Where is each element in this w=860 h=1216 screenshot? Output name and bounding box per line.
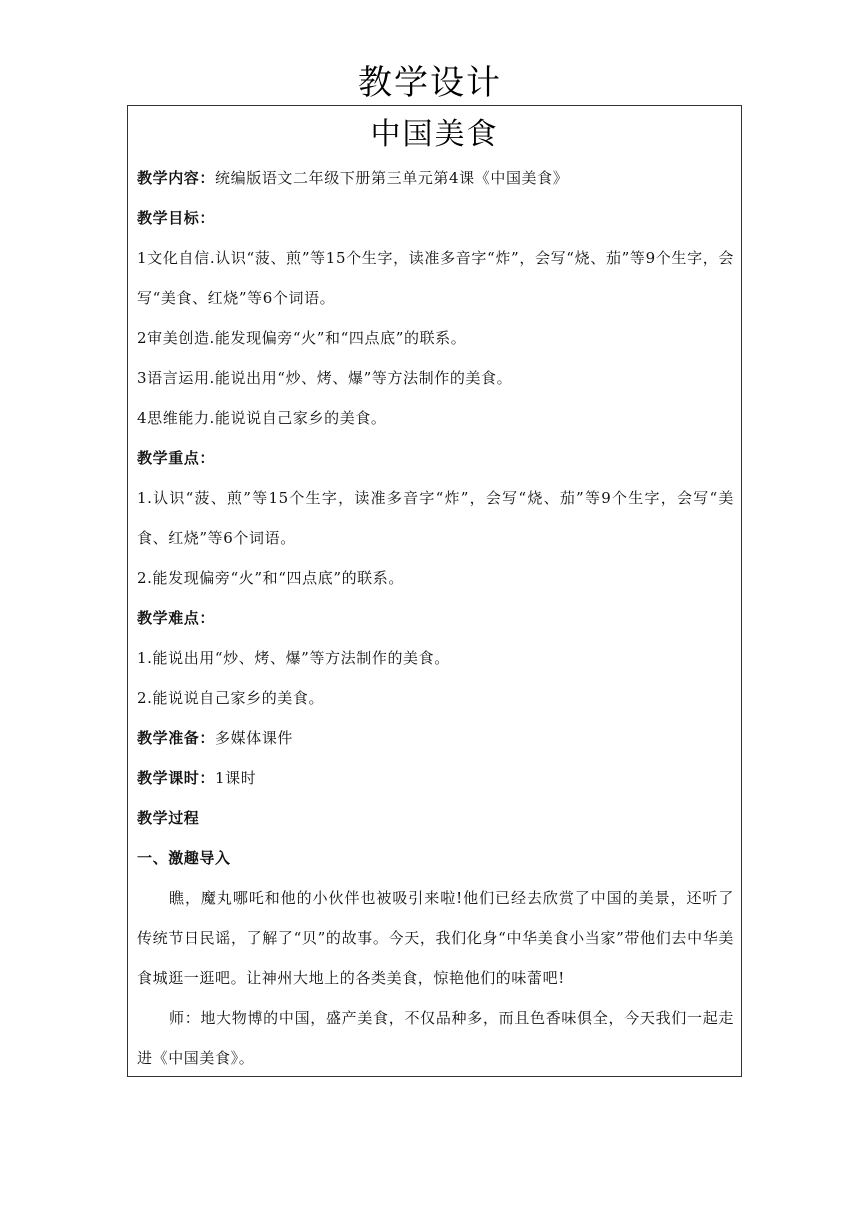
hours-label: 教学课时： bbox=[137, 769, 216, 787]
key-point-item-2: 2.能发现偏旁“火”和“四点底”的联系。 bbox=[137, 569, 404, 587]
lesson-table bbox=[127, 105, 742, 1077]
goals-heading: 教学目标： bbox=[137, 209, 216, 227]
key-point-item-1: 1.认识“菠、煎”等15个生字，读准多音字“炸”，会写“烧、茄”等9个生字，会写“美食、红烧”等6个词语。 bbox=[137, 489, 734, 547]
preparation-text: 多媒体课件 bbox=[215, 729, 294, 747]
difficult-point-item-1: 1.能说出用“炒、烤、爆”等方法制作的美食。 bbox=[137, 649, 450, 667]
page-title: 教学设计 bbox=[358, 63, 502, 103]
content-row bbox=[137, 158, 734, 198]
goal-item-1: 1文化自信.认识“菠、煎”等15个生字，读准多音字“炸”，会写“烧、茄”等9个生字，会写“美食、红烧”等6个词语。 bbox=[137, 249, 734, 307]
preparation-row bbox=[137, 718, 734, 758]
difficult-points-heading: 教学难点： bbox=[137, 609, 216, 627]
goal-item-3: 3语言运用.能说出用“炒、烤、爆”等方法制作的美食。 bbox=[137, 369, 513, 387]
preparation-label: 教学准备： bbox=[137, 729, 216, 747]
hours-text: 1课时 bbox=[215, 769, 257, 787]
section-paragraph-1: 瞧，魔丸哪吒和他的小伙伴也被吸引来啦!他们已经去欣赏了中国的美景，还听了传统节日民谣，了解了“贝”的故事。今天，我们化身“中华美食小当家”带他们去中华美食城逛一逛吧。让神州大地上的各类美食，惊艳他们的味蕾吧! bbox=[137, 889, 734, 987]
content-text: 统编版语文二年级下册第三单元第4课《中国美食》 bbox=[215, 169, 569, 187]
lesson-content bbox=[137, 158, 734, 1078]
key-points-heading: 教学重点： bbox=[137, 449, 216, 467]
content-label: 教学内容： bbox=[137, 169, 216, 187]
goal-item-2: 2审美创造.能发现偏旁“火”和“四点底”的联系。 bbox=[137, 329, 467, 347]
section-paragraph-2: 师：地大物博的中国，盛产美食，不仅品种多，而且色香味俱全，今天我们一起走进《中国美食》。 bbox=[137, 1009, 734, 1067]
hours-row bbox=[137, 758, 734, 798]
goal-item-4: 4思维能力.能说说自己家乡的美食。 bbox=[137, 409, 387, 427]
lesson-title: 中国美食 bbox=[370, 117, 499, 152]
section-heading: 一、激趣导入 bbox=[137, 849, 231, 867]
process-heading: 教学过程 bbox=[137, 809, 200, 827]
difficult-point-item-2: 2.能说说自己家乡的美食。 bbox=[137, 689, 325, 707]
